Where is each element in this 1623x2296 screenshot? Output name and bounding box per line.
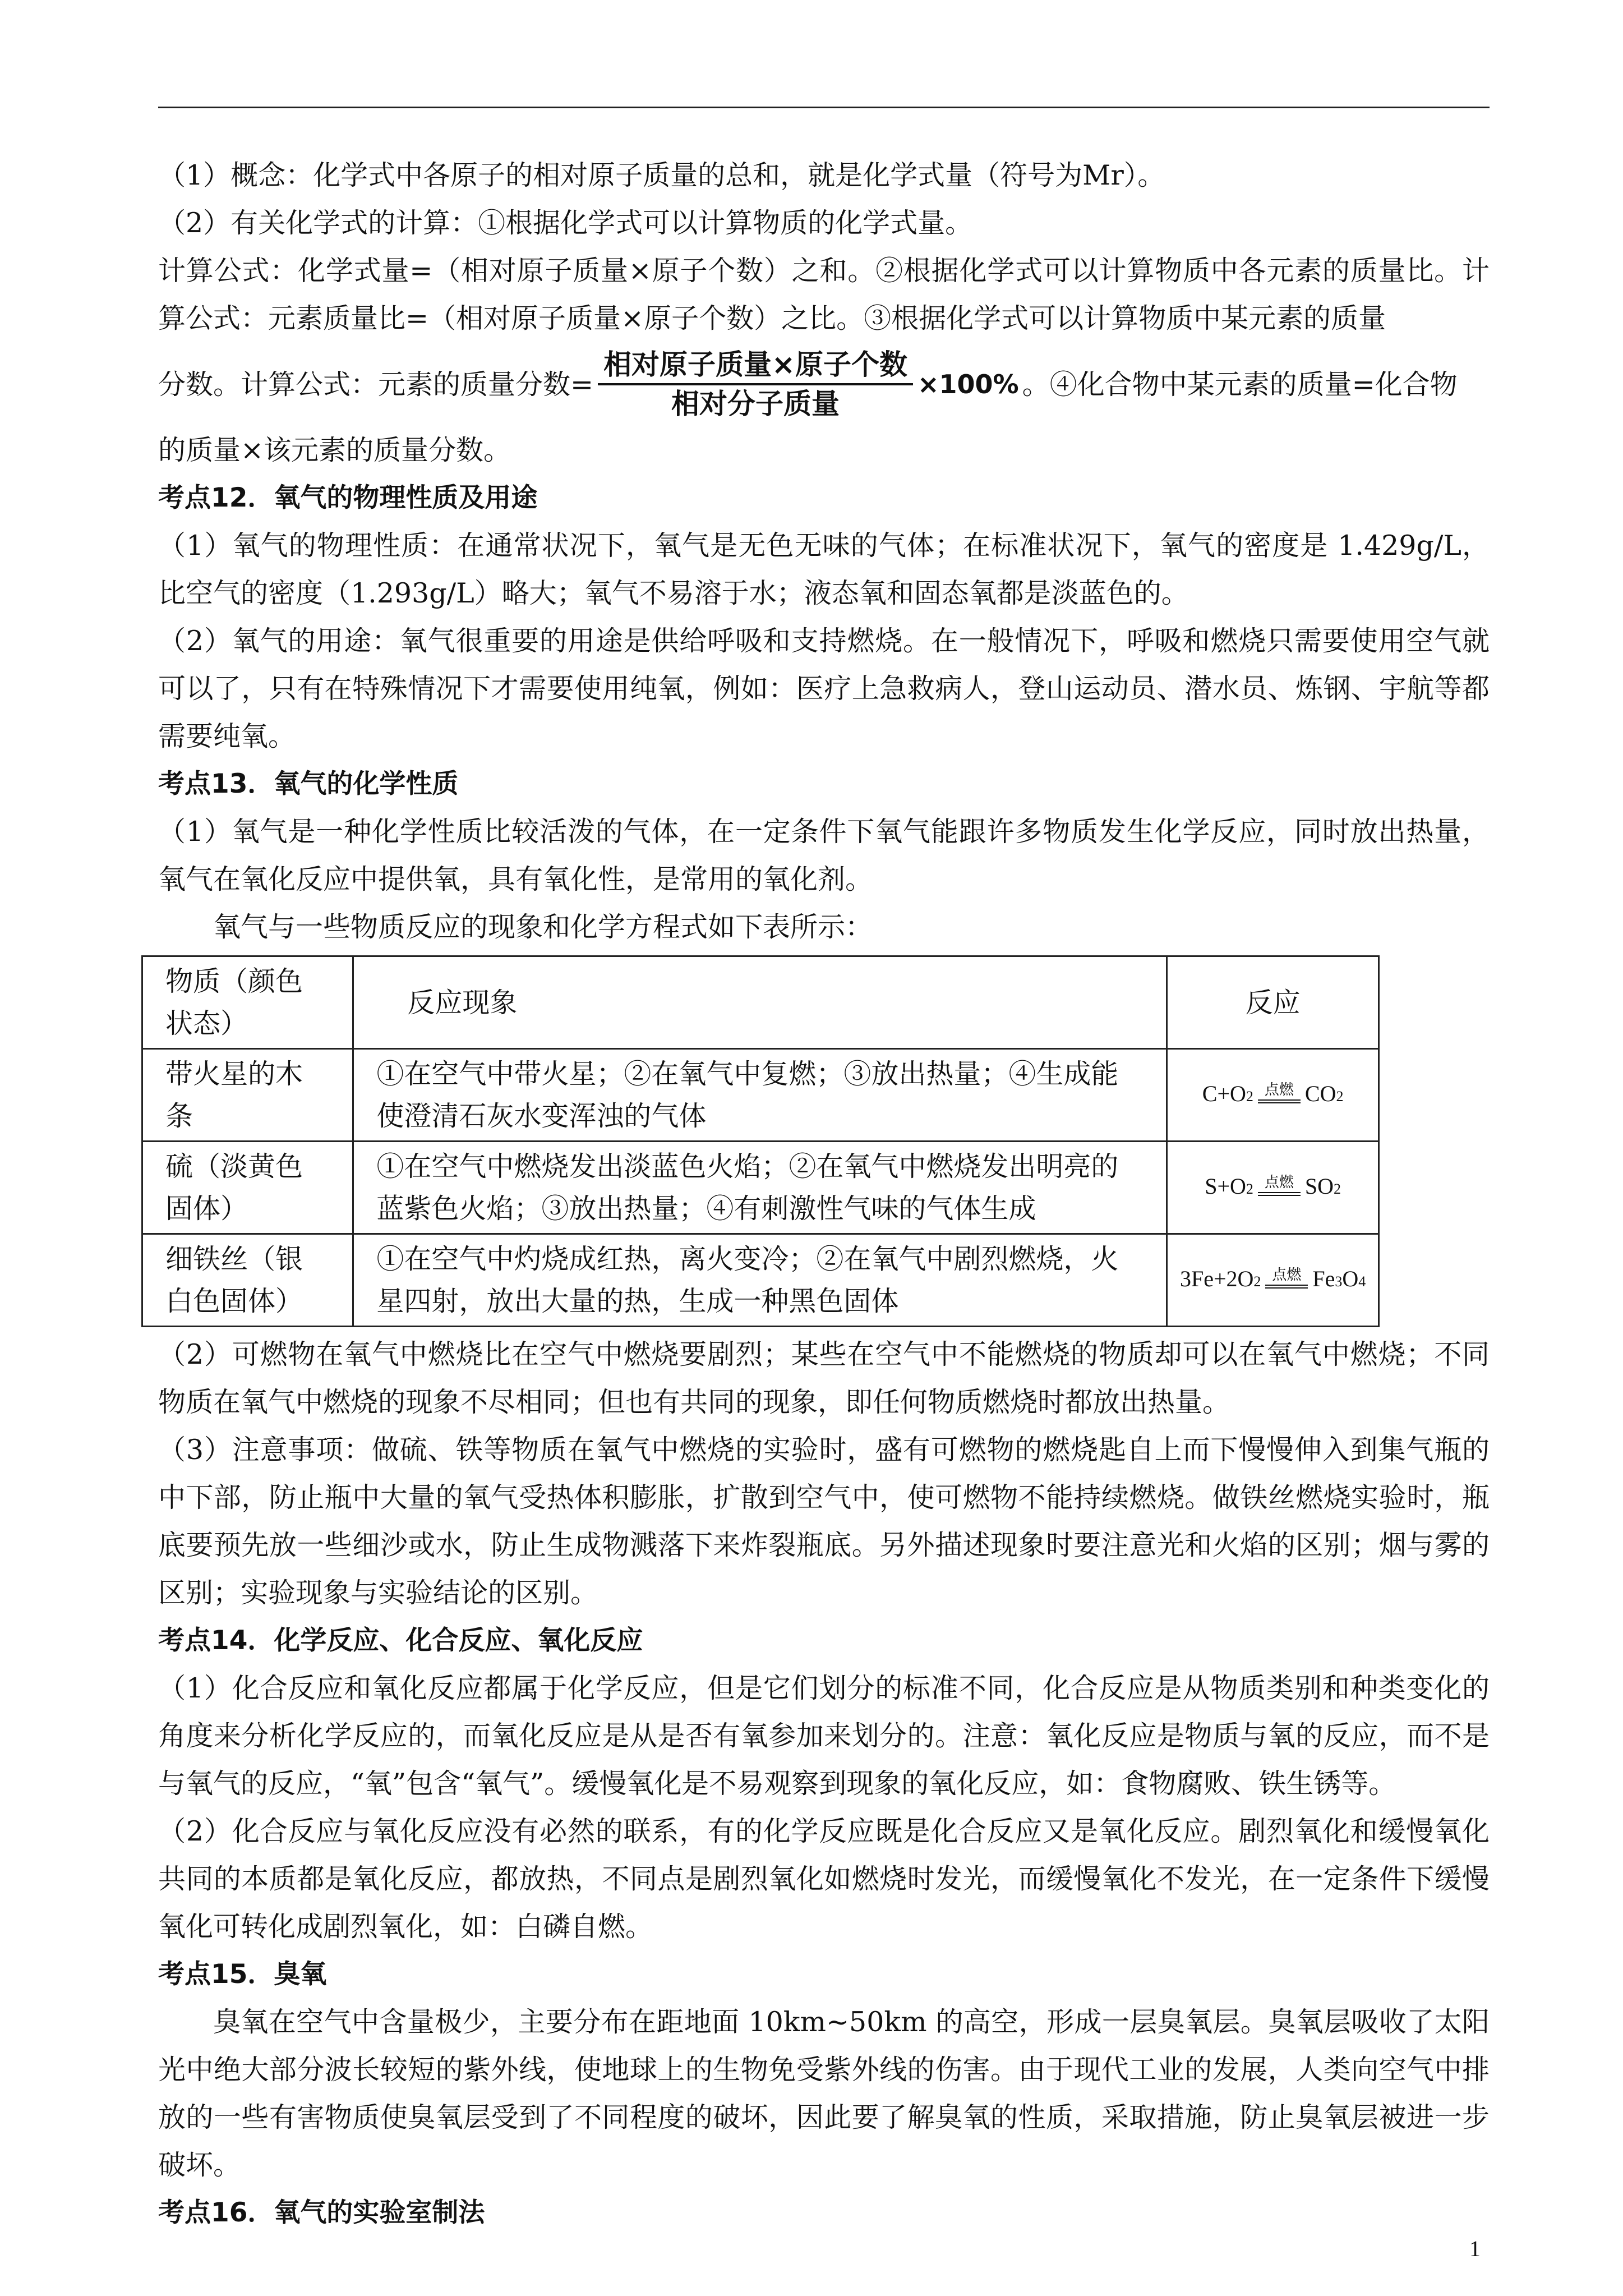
equation-cell (1167, 1142, 1379, 1234)
page-number: 1 (1469, 2236, 1481, 2261)
fraction (598, 346, 913, 422)
reaction-condition: 点燃 (1265, 1267, 1308, 1289)
header-cell: 反应现象 (353, 956, 1167, 1049)
equation-cell (1167, 1234, 1379, 1327)
phenomenon-cell: ①在空气中带火星；②在氧气中复燃；③放出热量；④生成能使澄清石灰水变浑浊的气体 (353, 1049, 1167, 1142)
paragraph: 的质量×该元素的质量分数。 (158, 434, 511, 466)
fraction-denominator: 相对分子质量 (671, 388, 840, 420)
header-cell: 物质（颜色状态） (142, 956, 353, 1049)
header-rule (158, 107, 1490, 108)
chemical-equation: 3Fe+2O 2 点燃 Fe 3 O 4 (1179, 1266, 1366, 1291)
table-row (142, 1234, 1379, 1327)
formula-prefix: 分数。计算公式：元素的质量分数= (158, 368, 594, 401)
paragraph: （2）氧气的用途：氧气很重要的用途是供给呼吸和支持燃烧。在一般情况下，呼吸和燃烧只需要使用空气就可以了，只有在特殊情况下才需要使用纯氧，例如：医疗上急救病人，登山运动员、潜水员、炼钢、宇航等都需要纯氧。 (158, 625, 1490, 752)
section-heading: 考点12．氧气的物理性质及用途 (158, 482, 538, 513)
paragraph: （2）可燃物在氧气中燃烧比在空气中燃烧要剧烈；某些在空气中不能燃烧的物质却可以在氧气中燃烧；不同物质在氧气中燃烧的现象不尽相同；但也有共同的现象，即任何物质燃烧时都放出热量。 (158, 1338, 1490, 1418)
table-intro: 氧气与一些物质反应的现象和化学方程式如下表所示： (213, 911, 873, 943)
section-heading: 考点15．臭氧 (158, 1959, 327, 1990)
phenomenon-cell: ①在空气中燃烧发出淡蓝色火焰；②在氧气中燃烧发出明亮的蓝紫色火焰；③放出热量；④有刺激性气味的气体生成 (353, 1142, 1167, 1234)
formula-multiplier: ×100% (917, 369, 1019, 399)
substance-cell: 细铁丝（银白色固体） (142, 1234, 353, 1327)
formula-suffix: 。④化合物中某元素的质量=化合物 (1022, 368, 1458, 401)
reaction-condition: 点燃 (1258, 1174, 1301, 1196)
table-row (142, 1142, 1379, 1234)
paragraph: （3）注意事项：做硫、铁等物质在氧气中燃烧的实验时，盛有可燃物的燃烧匙自上而下慢慢伸入到集气瓶的中下部，防止瓶中大量的氧气受热体积膨胀，扩散到空气中，使可燃物不能持续燃烧。做铁丝燃烧实验时，瓶底要预先放一些细沙或水，防止生成物溅落下来炸裂瓶底。另外描述现象时要注意光和火焰的区别；烟与雾的区别；实验现象与实验结论的区别。 (158, 1434, 1490, 1609)
paragraph: （1）氧气是一种化学性质比较活泼的气体，在一定条件下氧气能跟许多物质发生化学反应，同时放出热量，氧气在氧化反应中提供氧，具有氧化性，是常用的氧化剂。 (158, 816, 1490, 895)
section-heading: 考点16．氧气的实验室制法 (158, 2197, 485, 2228)
document-body (158, 151, 1490, 2237)
fraction-numerator: 相对原子质量×原子个数 (603, 348, 907, 381)
header-cell: 反应 (1167, 956, 1379, 1049)
oxygen-reaction-table (141, 955, 1380, 1327)
substance-cell: 硫（淡黄色固体） (142, 1142, 353, 1234)
equation-cell (1167, 1049, 1379, 1142)
paragraph: 计算公式：化学式量=（相对原子质量×原子个数）之和。②根据化学式可以计算物质中各元素的质量比。计算公式：元素质量比=（相对原子质量×原子个数）之比。③根据化学式可以计算物质中某元素的质量 (158, 255, 1490, 334)
paragraph: （2）有关化学式的计算：①根据化学式可以计算物质的化学式量。 (158, 207, 973, 239)
table-header-row (142, 956, 1379, 1049)
paragraph: （1）氧气的物理性质：在通常状况下，氧气是无色无味的气体；在标准状况下，氧气的密度是 1.429g/L，比空气的密度（1.293g/L）略大；氧气不易溶于水；液态氧和固态氧都是淡蓝色的。 (158, 530, 1490, 609)
section-heading: 考点13．氧气的化学性质 (158, 769, 459, 799)
section-heading: 考点14．化学反应、化合反应、氧化反应 (158, 1625, 643, 1656)
chemical-equation: S+O 2 点燃 SO 2 (1205, 1174, 1341, 1199)
mass-fraction-formula (158, 342, 1490, 426)
paragraph: （2）化合反应与氧化反应没有必然的联系，有的化学反应既是化合反应又是氧化反应。剧烈氧化和缓慢氧化共同的本质都是氧化反应，都放热，不同点是剧烈氧化如燃烧时发光，而缓慢氧化不发光，在一定条件下缓慢氧化可转化成剧烈氧化，如：白磷自燃。 (158, 1815, 1490, 1943)
chemical-equation: C+O 2 点燃 CO 2 (1202, 1081, 1344, 1106)
paragraph: 臭氧在空气中含量极少，主要分布在距地面 10km~50km 的高空，形成一层臭氧层。臭氧层吸收了太阳光中绝大部分波长较短的紫外线，使地球上的生物免受紫外线的伤害。由于现代工业的发展，人类向空气中排放的一些有害物质使臭氧层受到了不同程度的破坏，因此要了解臭氧的性质，采取措施，防止臭氧层被进一步破坏。 (158, 2006, 1490, 2181)
phenomenon-cell: ①在空气中灼烧成红热，离火变冷；②在氧气中剧烈燃烧，火星四射，放出大量的热，生成一种黑色固体 (353, 1234, 1167, 1327)
substance-cell: 带火星的木条 (142, 1049, 353, 1142)
table-row (142, 1049, 1379, 1142)
paragraph: （1）化合反应和氧化反应都属于化学反应，但是它们划分的标准不同，化合反应是从物质类别和种类变化的角度来分析化学反应的，而氧化反应是从是否有氧参加来划分的。注意：氧化反应是物质与氧的反应，而不是与氧气的反应，“氧”包含“氧气”。缓慢氧化是不易观察到现象的氧化反应，如：食物腐败、铁生锈等。 (158, 1672, 1490, 1800)
reaction-condition: 点燃 (1258, 1082, 1301, 1103)
paragraph: （1）概念：化学式中各原子的相对原子质量的总和，就是化学式量（符号为Mr）。 (158, 159, 1165, 191)
